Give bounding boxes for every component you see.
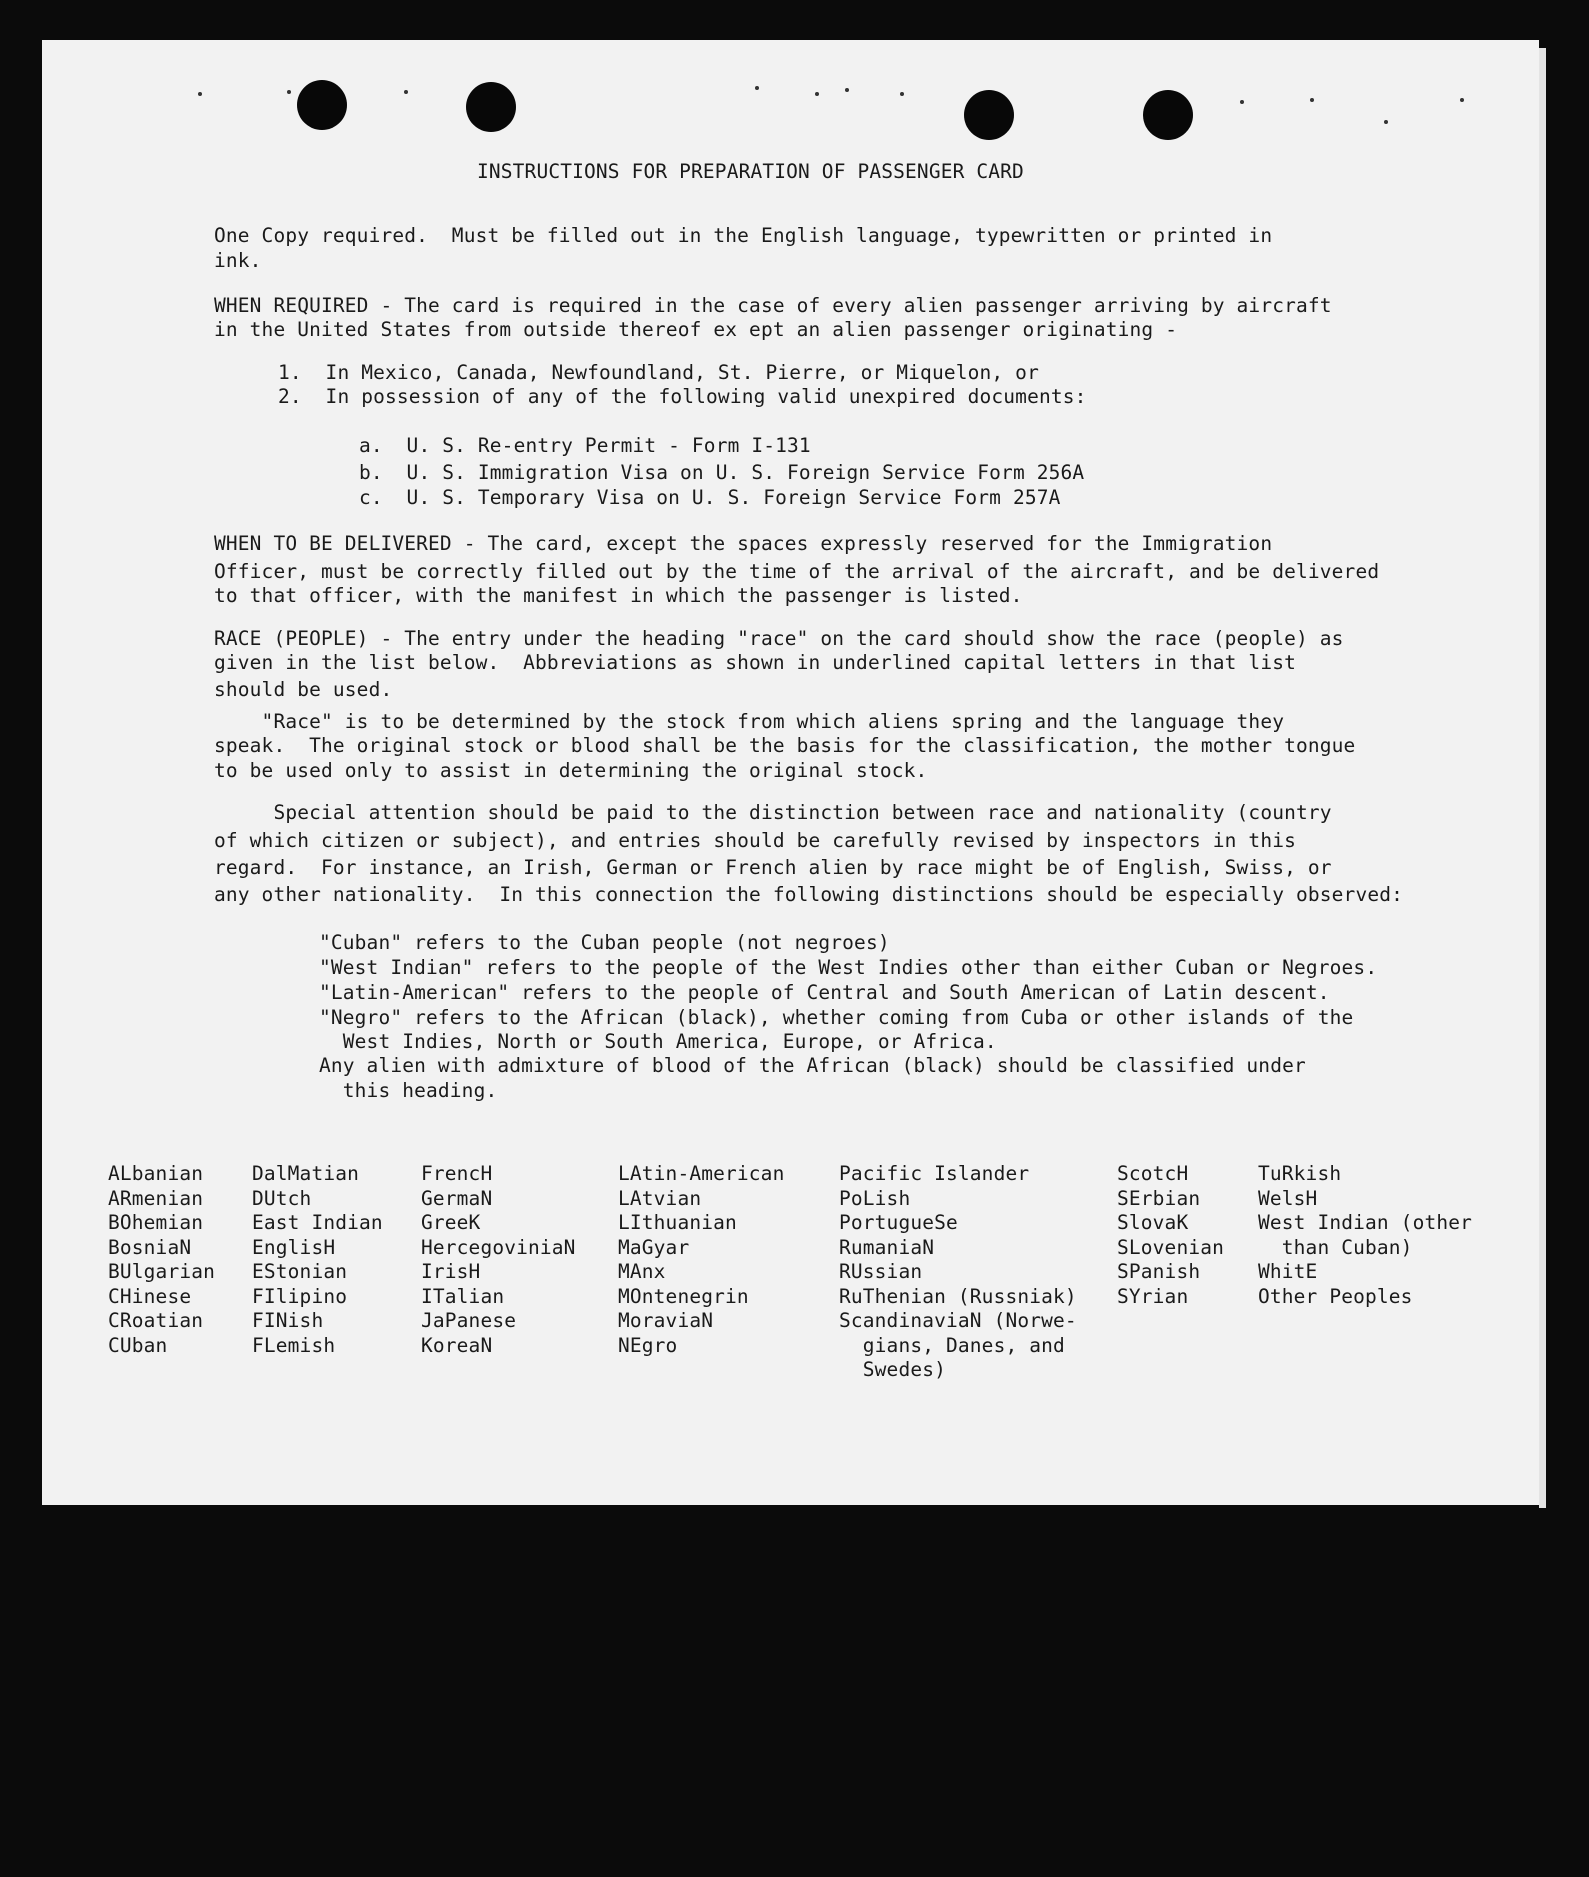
race-entry: ARmenian xyxy=(108,1186,204,1210)
paragraph-line: WHEN REQUIRED - The card is required in the case of every alien passenger arriving by aircraft xyxy=(214,294,1332,317)
race-entry: than Cuban) xyxy=(1258,1235,1413,1259)
race-entry: MoraviaN xyxy=(618,1309,714,1332)
punch-hole-3 xyxy=(964,90,1014,140)
speck xyxy=(1240,100,1244,104)
race-entry: PortugueSe xyxy=(839,1211,958,1234)
speck xyxy=(404,90,408,94)
race-column-5 xyxy=(839,1162,1077,1383)
distinction-line: Any alien with admixture of blood of the African (black) should be classified under xyxy=(319,1054,1306,1077)
race-entry: LIthuanian xyxy=(618,1211,737,1234)
race-entry: PoLish xyxy=(839,1186,911,1210)
race-entry: MOntenegrin xyxy=(618,1284,749,1308)
speck xyxy=(287,90,291,94)
paragraph-line: of which citizen or subject), and entries should be carefully revised by inspectors in this xyxy=(214,829,1296,852)
race-entry: RumaniaN xyxy=(839,1235,935,1259)
paragraph-line: ink. xyxy=(214,249,262,272)
race-entry: IrisH xyxy=(421,1260,481,1283)
paragraph-line: Special attention should be paid to the distinction between race and nationality (country xyxy=(214,801,1332,824)
paragraph-line: to that officer, with the manifest in which the passenger is listed. xyxy=(214,584,1023,607)
race-entry: EnglisH xyxy=(252,1235,336,1259)
speck xyxy=(1384,120,1388,124)
sheet-edge xyxy=(1539,48,1546,1508)
race-column-3 xyxy=(421,1162,576,1358)
paragraph-line: to be used only to assist in determining the original stock. xyxy=(214,759,928,782)
paragraph-line: "Race" is to be determined by the stock from which aliens spring and the language they xyxy=(214,710,1285,733)
race-entry: ITalian xyxy=(421,1284,505,1308)
race-entry: SlovaK xyxy=(1117,1211,1189,1234)
race-entry: DUtch xyxy=(252,1186,312,1210)
speck xyxy=(755,86,759,90)
race-entry: CHinese xyxy=(108,1284,192,1308)
race-entry: MaGyar xyxy=(618,1235,690,1259)
paragraph-line: WHEN TO BE DELIVERED - The card, except the spaces expressly reserved for the Immigration xyxy=(214,532,1273,555)
race-entry: FIlipino xyxy=(252,1284,348,1308)
race-entry: ScandinaviaN (Norwe- xyxy=(839,1309,1077,1332)
race-entry: CUban xyxy=(108,1333,168,1357)
race-entry: Swedes) xyxy=(839,1358,947,1381)
punch-hole-4 xyxy=(1143,90,1193,140)
race-entry: FrencH xyxy=(421,1162,493,1185)
paragraph-line: any other nationality. In this connection the following distinctions should be especially observed: xyxy=(214,883,1403,906)
race-entry: East Indian xyxy=(252,1211,383,1234)
race-entry: SErbian xyxy=(1117,1186,1201,1210)
race-entry: KoreaN xyxy=(421,1333,493,1357)
race-entry: SLovenian xyxy=(1117,1235,1225,1259)
race-entry: FLemish xyxy=(252,1333,336,1357)
race-entry: ALbanian xyxy=(108,1162,204,1185)
race-entry: BOhemian xyxy=(108,1211,204,1234)
distinction-line: this heading. xyxy=(319,1079,498,1102)
race-entry: JaPanese xyxy=(421,1309,517,1332)
race-entry: GreeK xyxy=(421,1211,481,1234)
race-entry: RUssian xyxy=(839,1260,923,1283)
paragraph-line: RACE (PEOPLE) - The entry under the heading "race" on the card should show the race (people) as xyxy=(214,627,1344,650)
distinction-line: "Latin-American" refers to the people of Central and South American of Latin descent. xyxy=(319,981,1330,1004)
race-column-7 xyxy=(1258,1162,1472,1309)
race-entry: SYrian xyxy=(1117,1284,1189,1308)
race-entry: LAtvian xyxy=(618,1186,702,1210)
race-entry: ScotcH xyxy=(1117,1162,1189,1185)
list-item: a. U. S. Re-entry Permit - Form I-131 xyxy=(359,434,811,457)
list-item: b. U. S. Immigration Visa on U. S. Foreign Service Form 256A xyxy=(359,461,1085,484)
list-item: 1. In Mexico, Canada, Newfoundland, St. Pierre, or Miquelon, or xyxy=(278,361,1039,384)
list-item: 2. In possession of any of the following valid unexpired documents: xyxy=(278,385,1087,408)
document-title: INSTRUCTIONS FOR PREPARATION OF PASSENGER CARD xyxy=(477,160,1024,183)
race-column-1 xyxy=(108,1162,215,1358)
list-item: c. U. S. Temporary Visa on U. S. Foreign Service Form 257A xyxy=(359,486,1061,509)
race-entry: gians, Danes, and xyxy=(839,1333,1065,1357)
speck xyxy=(1310,98,1314,102)
race-entry: WhitE xyxy=(1258,1260,1318,1283)
race-entry: BUlgarian xyxy=(108,1260,216,1283)
race-entry: SPanish xyxy=(1117,1260,1201,1283)
race-column-6 xyxy=(1117,1162,1224,1309)
race-entry: HercegoviniaN xyxy=(421,1235,576,1259)
race-entry: EStonian xyxy=(252,1260,348,1283)
race-entry: CRoatian xyxy=(108,1309,204,1332)
speck xyxy=(1460,98,1464,102)
race-entry: GermaN xyxy=(421,1186,493,1210)
distinction-line: "Cuban" refers to the Cuban people (not negroes) xyxy=(319,931,890,954)
paragraph-line: regard. For instance, an Irish, German or French alien by race might be of English, Swiss, or xyxy=(214,856,1332,879)
punch-hole-2 xyxy=(466,82,516,132)
speck xyxy=(845,88,849,92)
race-entry: Pacific Islander xyxy=(839,1162,1030,1185)
paragraph-line: should be used. xyxy=(214,678,393,701)
race-entry: DalMatian xyxy=(252,1162,360,1185)
distinction-line: "West Indian" refers to the people of the West Indies other than either Cuban or Negroes. xyxy=(319,956,1378,979)
race-entry: TuRkish xyxy=(1258,1162,1342,1185)
race-entry: NEgro xyxy=(618,1333,678,1357)
race-entry: LAtin-American xyxy=(618,1162,785,1185)
race-column-4 xyxy=(618,1162,784,1358)
paragraph-line: One Copy required. Must be filled out in the English language, typewritten or printed in xyxy=(214,224,1273,247)
race-entry: MAnx xyxy=(618,1260,666,1283)
paragraph-line: speak. The original stock or blood shall be the basis for the classification, the mother tongue xyxy=(214,734,1356,757)
speck xyxy=(815,92,819,96)
race-entry: BosniaN xyxy=(108,1235,192,1259)
speck xyxy=(198,92,202,96)
distinction-line: "Negro" refers to the African (black), whether coming from Cuba or other islands of the xyxy=(319,1006,1354,1029)
paragraph-line: Officer, must be correctly filled out by the time of the arrival of the aircraft, and be delivered xyxy=(214,560,1380,583)
paragraph-line: in the United States from outside thereof ex ept an alien passenger originating - xyxy=(214,318,1178,341)
speck xyxy=(900,92,904,96)
race-entry: RuThenian (Russniak) xyxy=(839,1284,1077,1308)
race-entry: West Indian (other xyxy=(1258,1211,1473,1234)
distinction-line: West Indies, North or South America, Europe, or Africa. xyxy=(319,1030,997,1053)
race-entry: FINish xyxy=(252,1309,324,1332)
paragraph-line: given in the list below. Abbreviations as shown in underlined capital letters in that list xyxy=(214,651,1296,674)
race-column-2 xyxy=(252,1162,383,1358)
race-entry: Other Peoples xyxy=(1258,1284,1413,1308)
race-entry: WelsH xyxy=(1258,1186,1318,1210)
punch-hole-1 xyxy=(297,80,347,130)
